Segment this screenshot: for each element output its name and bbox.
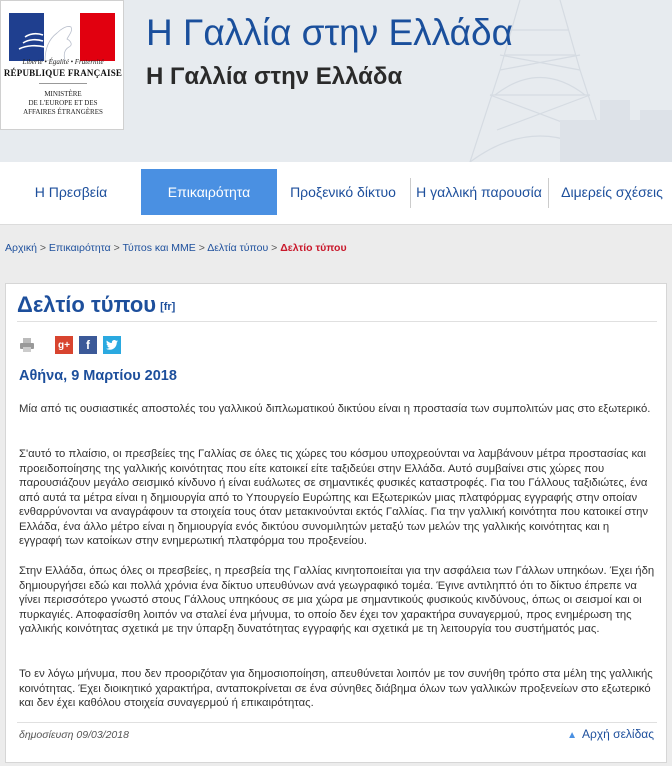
google-plus-share-icon[interactable]: g+	[55, 336, 73, 354]
nav-item-bilateral-relations[interactable]: Διμερείς σχέσεις	[561, 183, 663, 200]
share-toolbar	[19, 336, 121, 354]
logo-ministry-line3: AFFAIRES ÉTRANGÈRES	[23, 108, 103, 116]
article-panel	[5, 283, 667, 763]
breadcrumb-separator: >	[39, 242, 49, 254]
back-to-top-label: Αρχή σελίδας	[582, 727, 654, 741]
article-paragraph: Μία από τις ουσιαστικές αποστολές του γαλλικού διπλωματικού δικτύου είναι η προστασία των συμπολιτών μας στο εξωτερικό.	[19, 403, 651, 415]
logo-divider	[39, 83, 87, 84]
back-to-top-link[interactable]	[567, 727, 654, 741]
nav-item-french-presence[interactable]: Η γαλλική παρουσία	[416, 183, 542, 200]
article-paragraph: Στην Ελλάδα, όπως όλες οι πρεσβείες, η πρεσβεία της Γαλλίας κινητοποιείται για την ασφάλεια των Γάλλων υπηκόων. Έχει ήδη δημιουργήσει εδώ και πολλά χρόνια ένα δίκτυο υπευθύνων ανά γεωγραφικό τομέα. Έγινε αντιληπτό ότι το δίκτυο έπρεπε να γίνει περισσότερο γνωστό στους Γάλλους υπηκόους σε μια χώρα με σημαντικούς φυσικούς κινδύνους, όπως οι σεισμοί και οι πυρκαγιές. Αποφασίσθη λοιπόν να σταλεί ένα μήνυμα, το οποίο δεν έχει τον χαρακτήρα συναγερμού, προς ενημέρωση της γαλλικής κοινότητας σχετικά με την ύπαρξη δυνατότητας εγγραφής και σχετικά με τη λειτουργία του συστήματός μας.	[19, 565, 655, 635]
breadcrumb-separator: >	[198, 242, 208, 254]
marianne-logo-icon	[9, 13, 115, 61]
logo-motto: Liberté • Égalité • Fraternité	[22, 58, 104, 66]
twitter-share-icon[interactable]	[103, 336, 121, 354]
ministry-logo[interactable]	[0, 0, 124, 130]
nav-item-embassy[interactable]: Η Πρεσβεία	[34, 183, 108, 200]
breadcrumb-separator: >	[271, 242, 281, 254]
nav-separator	[548, 178, 549, 208]
print-icon[interactable]	[19, 337, 35, 353]
release-date-heading: Αθήνα, 9 Μαρτίου 2018	[19, 368, 177, 384]
title-divider	[17, 321, 657, 322]
publication-date: δημοσίευση 09/03/2018	[19, 729, 129, 741]
twitter-bird-icon	[106, 340, 118, 350]
nav-item-consular-network[interactable]: Προξενικό δίκτυο	[290, 183, 396, 200]
site-title[interactable]: Η Γαλλία στην Ελλάδα	[146, 12, 513, 53]
arrow-up-icon: ▲	[567, 730, 578, 741]
breadcrumb-separator: >	[113, 242, 123, 254]
page-title-text: Δελτίο τύπου	[17, 292, 157, 317]
breadcrumb-press-media[interactable]: Τύποs και ΜΜΕ	[122, 242, 196, 254]
main-navigation	[0, 162, 672, 225]
breadcrumb-home[interactable]: Αρχική	[5, 242, 37, 254]
logo-republic: RÉPUBLIQUE FRANÇAISE	[3, 68, 123, 78]
breadcrumb-press-releases[interactable]: Δελτία τύπου	[207, 242, 269, 254]
language-link-fr[interactable]: [fr]	[160, 301, 176, 313]
site-subtitle: Η Γαλλία στην Ελλάδα	[146, 63, 403, 90]
footer-divider	[17, 722, 657, 723]
breadcrumb-current: Δελτίο τύπου	[280, 242, 347, 254]
breadcrumb-news[interactable]: Επικαιρότητα	[48, 242, 111, 254]
logo-ministry-line1: MINISTÈRE	[44, 90, 82, 98]
breadcrumb	[5, 242, 347, 254]
site-header	[0, 0, 672, 162]
article-paragraph: Σ'αυτό το πλαίσιο, οι πρεσβείες της Γαλλίας σε όλες τις χώρες του κόσμου υποχρεούνται να λαμβάνουν μέτρα προστασίας και προειδοποίησης της γαλλικής κοινότητας που είτε κατοικεί είτε ταξιδεύει στην Ελλάδα. Αυτό συμβαίνει στις χώρες που παρουσιάζουν μεγάλο σεισμικό κίνδυνο ή είναι ευάλωτες σε σημαντικές φυσικές καταστροφές. Για του Γάλλους ταξιδιώτες, ένα από αυτά τα μέτρα είναι η δημιουργία από το Υπουργείο Ευρώπης και Εξωτερικών μιας πλατφόρμας εγγραφής στην οποίαν ενθαρρύνονται να αναγράφουν τα στοιχεία τους όταν μετακινούνται εκτός Γαλλίας. Για την γαλλική κοινότητα που κατοικεί στην Ελλάδα, ένα άλλο μέτρο είναι η δημιουργία ενός δικτύου συνομιλητών μεταξύ των μελών της γαλλικής κοινότητας και η εγγραφή των κατοίκων στην ενημερωτική πλατφόρμα του προξενείου.	[19, 448, 649, 547]
page-title	[17, 292, 175, 318]
nav-item-news[interactable]: Επικαιρότητα	[141, 169, 277, 215]
article-paragraph: Το εν λόγω μήνυμα, που δεν προοριζόταν για δημοσιοποίηση, απευθύνεται λοιπόν με τον συνήθη τρόπο στα μέλη της γαλλικής κοινότητας. Έχει διοικητικό χαρακτήρα, ανταποκρίνεται σε ένα σύνηθες διάβημα όλων των γαλλικών προξενείων στο εξωτερικό και δεν έχει καθόλου στοιχεία συναγερμού ή επικαιρότητας.	[19, 668, 653, 709]
logo-ministry-line2: DE L'EUROPE ET DES	[28, 99, 98, 107]
nav-separator	[410, 178, 411, 208]
facebook-share-icon[interactable]: f	[79, 336, 97, 354]
